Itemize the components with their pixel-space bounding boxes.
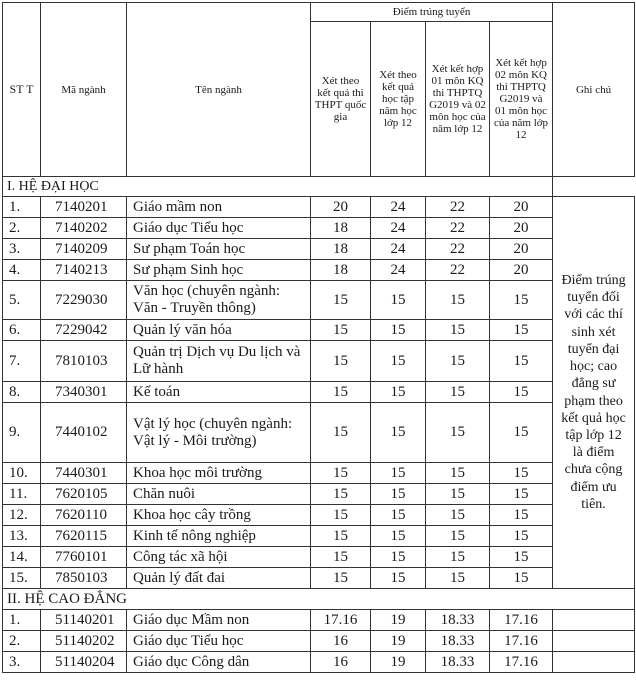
row-score-hoc-ba: 24 — [371, 197, 426, 218]
row-score-combo-2: 17.16 — [490, 631, 553, 652]
row-score-hoc-ba: 15 — [371, 281, 426, 320]
table-row — [3, 547, 635, 568]
row-name: Khoa học cây trồng — [127, 505, 311, 526]
row-stt: 10. — [3, 463, 41, 484]
row-name: Giáo mầm non — [127, 197, 311, 218]
row-stt: 2. — [3, 218, 41, 239]
row-score-thpt: 15 — [311, 463, 371, 484]
row-score-combo-1: 15 — [426, 505, 490, 526]
row-score-thpt: 15 — [311, 526, 371, 547]
table-row — [3, 631, 635, 652]
row-score-thpt: 15 — [311, 382, 371, 403]
row-name: Văn học (chuyên ngành: Văn - Truyền thông) — [127, 281, 311, 320]
row-code: 7440102 — [41, 403, 127, 463]
table-row — [3, 568, 635, 589]
table-row — [3, 197, 635, 218]
row-score-combo-2: 20 — [490, 197, 553, 218]
table-row — [3, 652, 635, 673]
row-score-hoc-ba: 19 — [371, 631, 426, 652]
row-score-thpt: 15 — [311, 341, 371, 382]
row-score-hoc-ba: 19 — [371, 652, 426, 673]
section-title: II. HỆ CAO ĐẲNG — [3, 589, 635, 610]
row-name: Quản lý văn hóa — [127, 320, 311, 341]
row-stt: 3. — [3, 239, 41, 260]
row-score-combo-1: 15 — [426, 526, 490, 547]
table-body — [3, 177, 635, 673]
table-row — [3, 341, 635, 382]
row-score-combo-1: 22 — [426, 218, 490, 239]
row-name: Quản lý đất đai — [127, 568, 311, 589]
header-col-hoc-ba: Xét theo kết quả học tập năm học lớp 12 — [371, 22, 426, 177]
row-name: Kế toán — [127, 382, 311, 403]
row-stt: 5. — [3, 281, 41, 320]
note-cell: Điểm trúng tuyển đối với các thí sinh xét tuyển đại học; cao đẳng sư phạm theo kết quả học tập lớp 12 là điểm chưa cộng điểm ưu tiên. — [553, 197, 635, 589]
row-score-thpt: 15 — [311, 320, 371, 341]
row-score-combo-1: 18.33 — [426, 652, 490, 673]
row-stt: 3. — [3, 652, 41, 673]
row-score-thpt: 15 — [311, 403, 371, 463]
table-row — [3, 382, 635, 403]
table-row — [3, 463, 635, 484]
row-score-hoc-ba: 15 — [371, 505, 426, 526]
row-score-thpt: 18 — [311, 239, 371, 260]
empty-note-cell — [553, 610, 635, 631]
row-score-combo-2: 15 — [490, 526, 553, 547]
row-score-hoc-ba: 15 — [371, 526, 426, 547]
row-code: 7229030 — [41, 281, 127, 320]
table-row — [3, 281, 635, 320]
row-stt: 13. — [3, 526, 41, 547]
row-score-thpt: 15 — [311, 568, 371, 589]
section-row — [3, 589, 635, 610]
row-score-thpt: 16 — [311, 631, 371, 652]
row-score-hoc-ba: 15 — [371, 484, 426, 505]
row-score-thpt: 18 — [311, 218, 371, 239]
header-name: Tên ngành — [127, 3, 311, 177]
header-score-group: Điểm trúng tuyển — [311, 3, 553, 22]
row-score-combo-1: 15 — [426, 484, 490, 505]
row-score-hoc-ba: 15 — [371, 568, 426, 589]
row-score-hoc-ba: 15 — [371, 403, 426, 463]
row-score-combo-1: 22 — [426, 260, 490, 281]
row-score-combo-1: 18.33 — [426, 631, 490, 652]
table-row — [3, 320, 635, 341]
header-note: Ghi chú — [553, 3, 635, 177]
row-score-combo-2: 17.16 — [490, 610, 553, 631]
empty-note-cell — [553, 631, 635, 652]
row-score-thpt: 15 — [311, 547, 371, 568]
row-code: 7140209 — [41, 239, 127, 260]
row-code: 7620115 — [41, 526, 127, 547]
row-stt: 11. — [3, 484, 41, 505]
row-code: 51140202 — [41, 631, 127, 652]
row-code: 7760101 — [41, 547, 127, 568]
row-score-hoc-ba: 15 — [371, 341, 426, 382]
row-score-hoc-ba: 24 — [371, 239, 426, 260]
row-code: 7810103 — [41, 341, 127, 382]
row-score-hoc-ba: 15 — [371, 547, 426, 568]
row-stt: 15. — [3, 568, 41, 589]
row-score-thpt: 15 — [311, 505, 371, 526]
row-code: 51140201 — [41, 610, 127, 631]
section-title: I. HỆ ĐẠI HỌC — [3, 177, 553, 197]
row-name: Công tác xã hội — [127, 547, 311, 568]
table-row — [3, 218, 635, 239]
section-row — [3, 177, 635, 197]
row-score-thpt: 16 — [311, 652, 371, 673]
row-code: 7620105 — [41, 484, 127, 505]
row-name: Vật lý học (chuyên ngành: Vật lý - Môi trường) — [127, 403, 311, 463]
row-score-hoc-ba: 19 — [371, 610, 426, 631]
row-score-thpt: 15 — [311, 484, 371, 505]
row-score-combo-1: 15 — [426, 463, 490, 484]
row-score-combo-1: 22 — [426, 197, 490, 218]
row-code: 7850103 — [41, 568, 127, 589]
row-code: 7340301 — [41, 382, 127, 403]
table-header — [3, 3, 635, 177]
row-score-combo-2: 15 — [490, 281, 553, 320]
row-code: 7140202 — [41, 218, 127, 239]
header-stt: ST T — [3, 3, 41, 177]
row-score-combo-1: 15 — [426, 568, 490, 589]
row-score-combo-1: 15 — [426, 320, 490, 341]
row-name: Giáo dục Công dân — [127, 652, 311, 673]
table-row — [3, 239, 635, 260]
table-row — [3, 260, 635, 281]
row-stt: 1. — [3, 610, 41, 631]
row-score-thpt: 20 — [311, 197, 371, 218]
row-name: Khoa học môi trường — [127, 463, 311, 484]
row-name: Giáo dục Tiểu học — [127, 631, 311, 652]
row-score-combo-2: 15 — [490, 382, 553, 403]
row-score-hoc-ba: 24 — [371, 260, 426, 281]
admission-scores-table — [2, 2, 635, 673]
row-score-hoc-ba: 15 — [371, 463, 426, 484]
header-code: Mã ngành — [41, 3, 127, 177]
row-score-combo-1: 18.33 — [426, 610, 490, 631]
row-score-combo-2: 15 — [490, 568, 553, 589]
table-row — [3, 505, 635, 526]
header-col-thpt: Xét theo kết quả thi THPT quốc gia — [311, 22, 371, 177]
header-col-combo-2: Xét kết hợp 02 môn KQ thi THPTQ G2019 và 01 môn học của năm lớp 12 — [490, 22, 553, 177]
row-code: 7440301 — [41, 463, 127, 484]
row-score-combo-1: 15 — [426, 547, 490, 568]
table-row — [3, 403, 635, 463]
row-stt: 9. — [3, 403, 41, 463]
row-score-combo-1: 15 — [426, 382, 490, 403]
row-name: Giáo dục Mầm non — [127, 610, 311, 631]
row-stt: 12. — [3, 505, 41, 526]
row-stt: 8. — [3, 382, 41, 403]
row-score-combo-1: 15 — [426, 281, 490, 320]
row-code: 7229042 — [41, 320, 127, 341]
row-score-hoc-ba: 15 — [371, 320, 426, 341]
table-row — [3, 526, 635, 547]
row-stt: 6. — [3, 320, 41, 341]
row-score-combo-1: 15 — [426, 341, 490, 382]
row-name: Giáo dục Tiểu học — [127, 218, 311, 239]
row-score-combo-2: 15 — [490, 484, 553, 505]
empty-note-cell — [553, 652, 635, 673]
row-score-combo-1: 15 — [426, 403, 490, 463]
table-row — [3, 484, 635, 505]
row-code: 51140204 — [41, 652, 127, 673]
row-code: 7140213 — [41, 260, 127, 281]
row-score-combo-1: 22 — [426, 239, 490, 260]
row-score-combo-2: 15 — [490, 463, 553, 484]
row-score-combo-2: 20 — [490, 239, 553, 260]
row-score-combo-2: 15 — [490, 547, 553, 568]
row-stt: 4. — [3, 260, 41, 281]
row-score-combo-2: 15 — [490, 320, 553, 341]
row-name: Sư phạm Toán học — [127, 239, 311, 260]
row-stt: 14. — [3, 547, 41, 568]
row-stt: 7. — [3, 341, 41, 382]
row-name: Kinh tế nông nghiệp — [127, 526, 311, 547]
row-name: Chăn nuôi — [127, 484, 311, 505]
table-row — [3, 610, 635, 631]
row-score-hoc-ba: 15 — [371, 382, 426, 403]
row-code: 7620110 — [41, 505, 127, 526]
header-col-combo-1: Xét kết hợp 01 môn KQ thi THPTQ G2019 và 02 môn học của năm lớp 12 — [426, 22, 490, 177]
row-stt: 2. — [3, 631, 41, 652]
row-score-hoc-ba: 24 — [371, 218, 426, 239]
row-score-thpt: 15 — [311, 281, 371, 320]
row-name: Quản trị Dịch vụ Du lịch và Lữ hành — [127, 341, 311, 382]
row-score-thpt: 18 — [311, 260, 371, 281]
row-score-combo-2: 20 — [490, 218, 553, 239]
row-score-combo-2: 15 — [490, 505, 553, 526]
row-stt: 1. — [3, 197, 41, 218]
row-score-combo-2: 15 — [490, 341, 553, 382]
row-score-combo-2: 15 — [490, 403, 553, 463]
row-code: 7140201 — [41, 197, 127, 218]
row-name: Sư phạm Sinh học — [127, 260, 311, 281]
row-score-combo-2: 17.16 — [490, 652, 553, 673]
row-score-combo-2: 20 — [490, 260, 553, 281]
row-score-thpt: 17.16 — [311, 610, 371, 631]
